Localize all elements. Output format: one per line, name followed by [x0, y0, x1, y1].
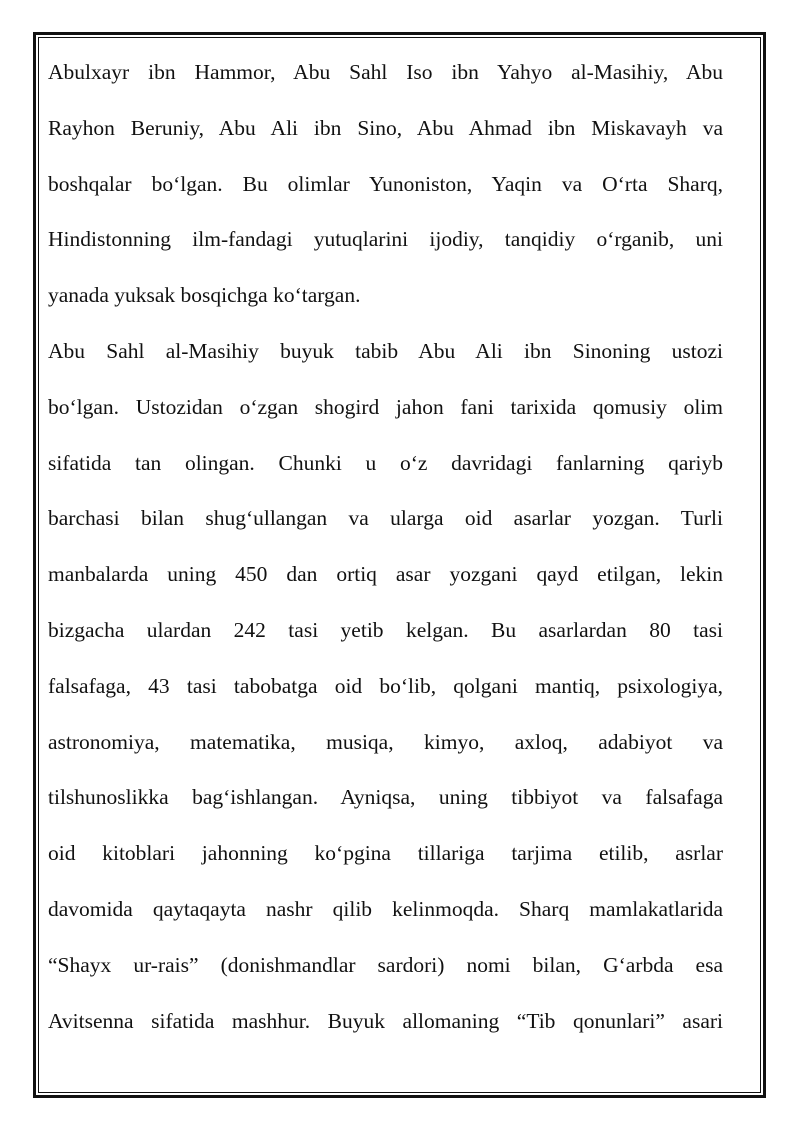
text-line: Avitsenna sifatida mashhur. Buyuk allomaning “Tib qonunlari” asari	[48, 1008, 723, 1033]
text-line: Hindistonning ilm-fandagi yutuqlarini ijodiy, tanqidiy o‘rganib, uni	[48, 227, 723, 252]
text-line: bo‘lgan. Ustozidan o‘zgan shogird jahon fani tarixida qomusiy olim	[48, 394, 723, 419]
text-line: oid kitoblari jahonning ko‘pgina tillariga tarjima etilib, asrlar	[48, 841, 723, 866]
text-line: manbalarda uning 450 dan ortiq asar yozgani qayd etilgan, lekin	[48, 562, 723, 587]
text-line: boshqalar bo‘lgan. Bu olimlar Yunoniston, Yaqin va O‘rta Sharq,	[48, 171, 723, 196]
text-line: Abu Sahl al-Masihiy buyuk tabib Abu Ali ibn Sinoning ustozi	[48, 338, 723, 363]
text-line: Rayhon Beruniy, Abu Ali ibn Sino, Abu Ahmad ibn Miskavayh va	[48, 115, 723, 140]
text-line: tilshunoslikka bag‘ishlangan. Ayniqsa, uning tibbiyot va falsafaga	[48, 785, 723, 810]
text-line: falsafaga, 43 tasi tabobatga oid bo‘lib, qolgani mantiq, psixologiya,	[48, 673, 723, 698]
document-body	[48, 50, 723, 1054]
paragraph-end-line: yanada yuksak bosqichga ko‘targan.	[48, 283, 361, 308]
text-line: barchasi bilan shug‘ullangan va ularga oid asarlar yozgan. Turli	[48, 506, 723, 531]
text-line: astronomiya, matematika, musiqa, kimyo, axloq, adabiyot va	[48, 729, 723, 754]
text-line: Abulxayr ibn Hammor, Abu Sahl Iso ibn Yahyo al-Masihiy, Abu	[48, 60, 723, 84]
text-line: davomida qaytaqayta nashr qilib kelinmoqda. Sharq mamlakatlarida	[48, 896, 723, 921]
text-line: “Shayx ur-rais” (donishmandlar sardori) nomi bilan, G‘arbda esa	[48, 952, 723, 977]
text-line: sifatida tan olingan. Chunki u o‘z davridagi fanlarning qariyb	[48, 450, 723, 475]
text-line: bizgacha ulardan 242 tasi yetib kelgan. Bu asarlardan 80 tasi	[48, 617, 723, 642]
